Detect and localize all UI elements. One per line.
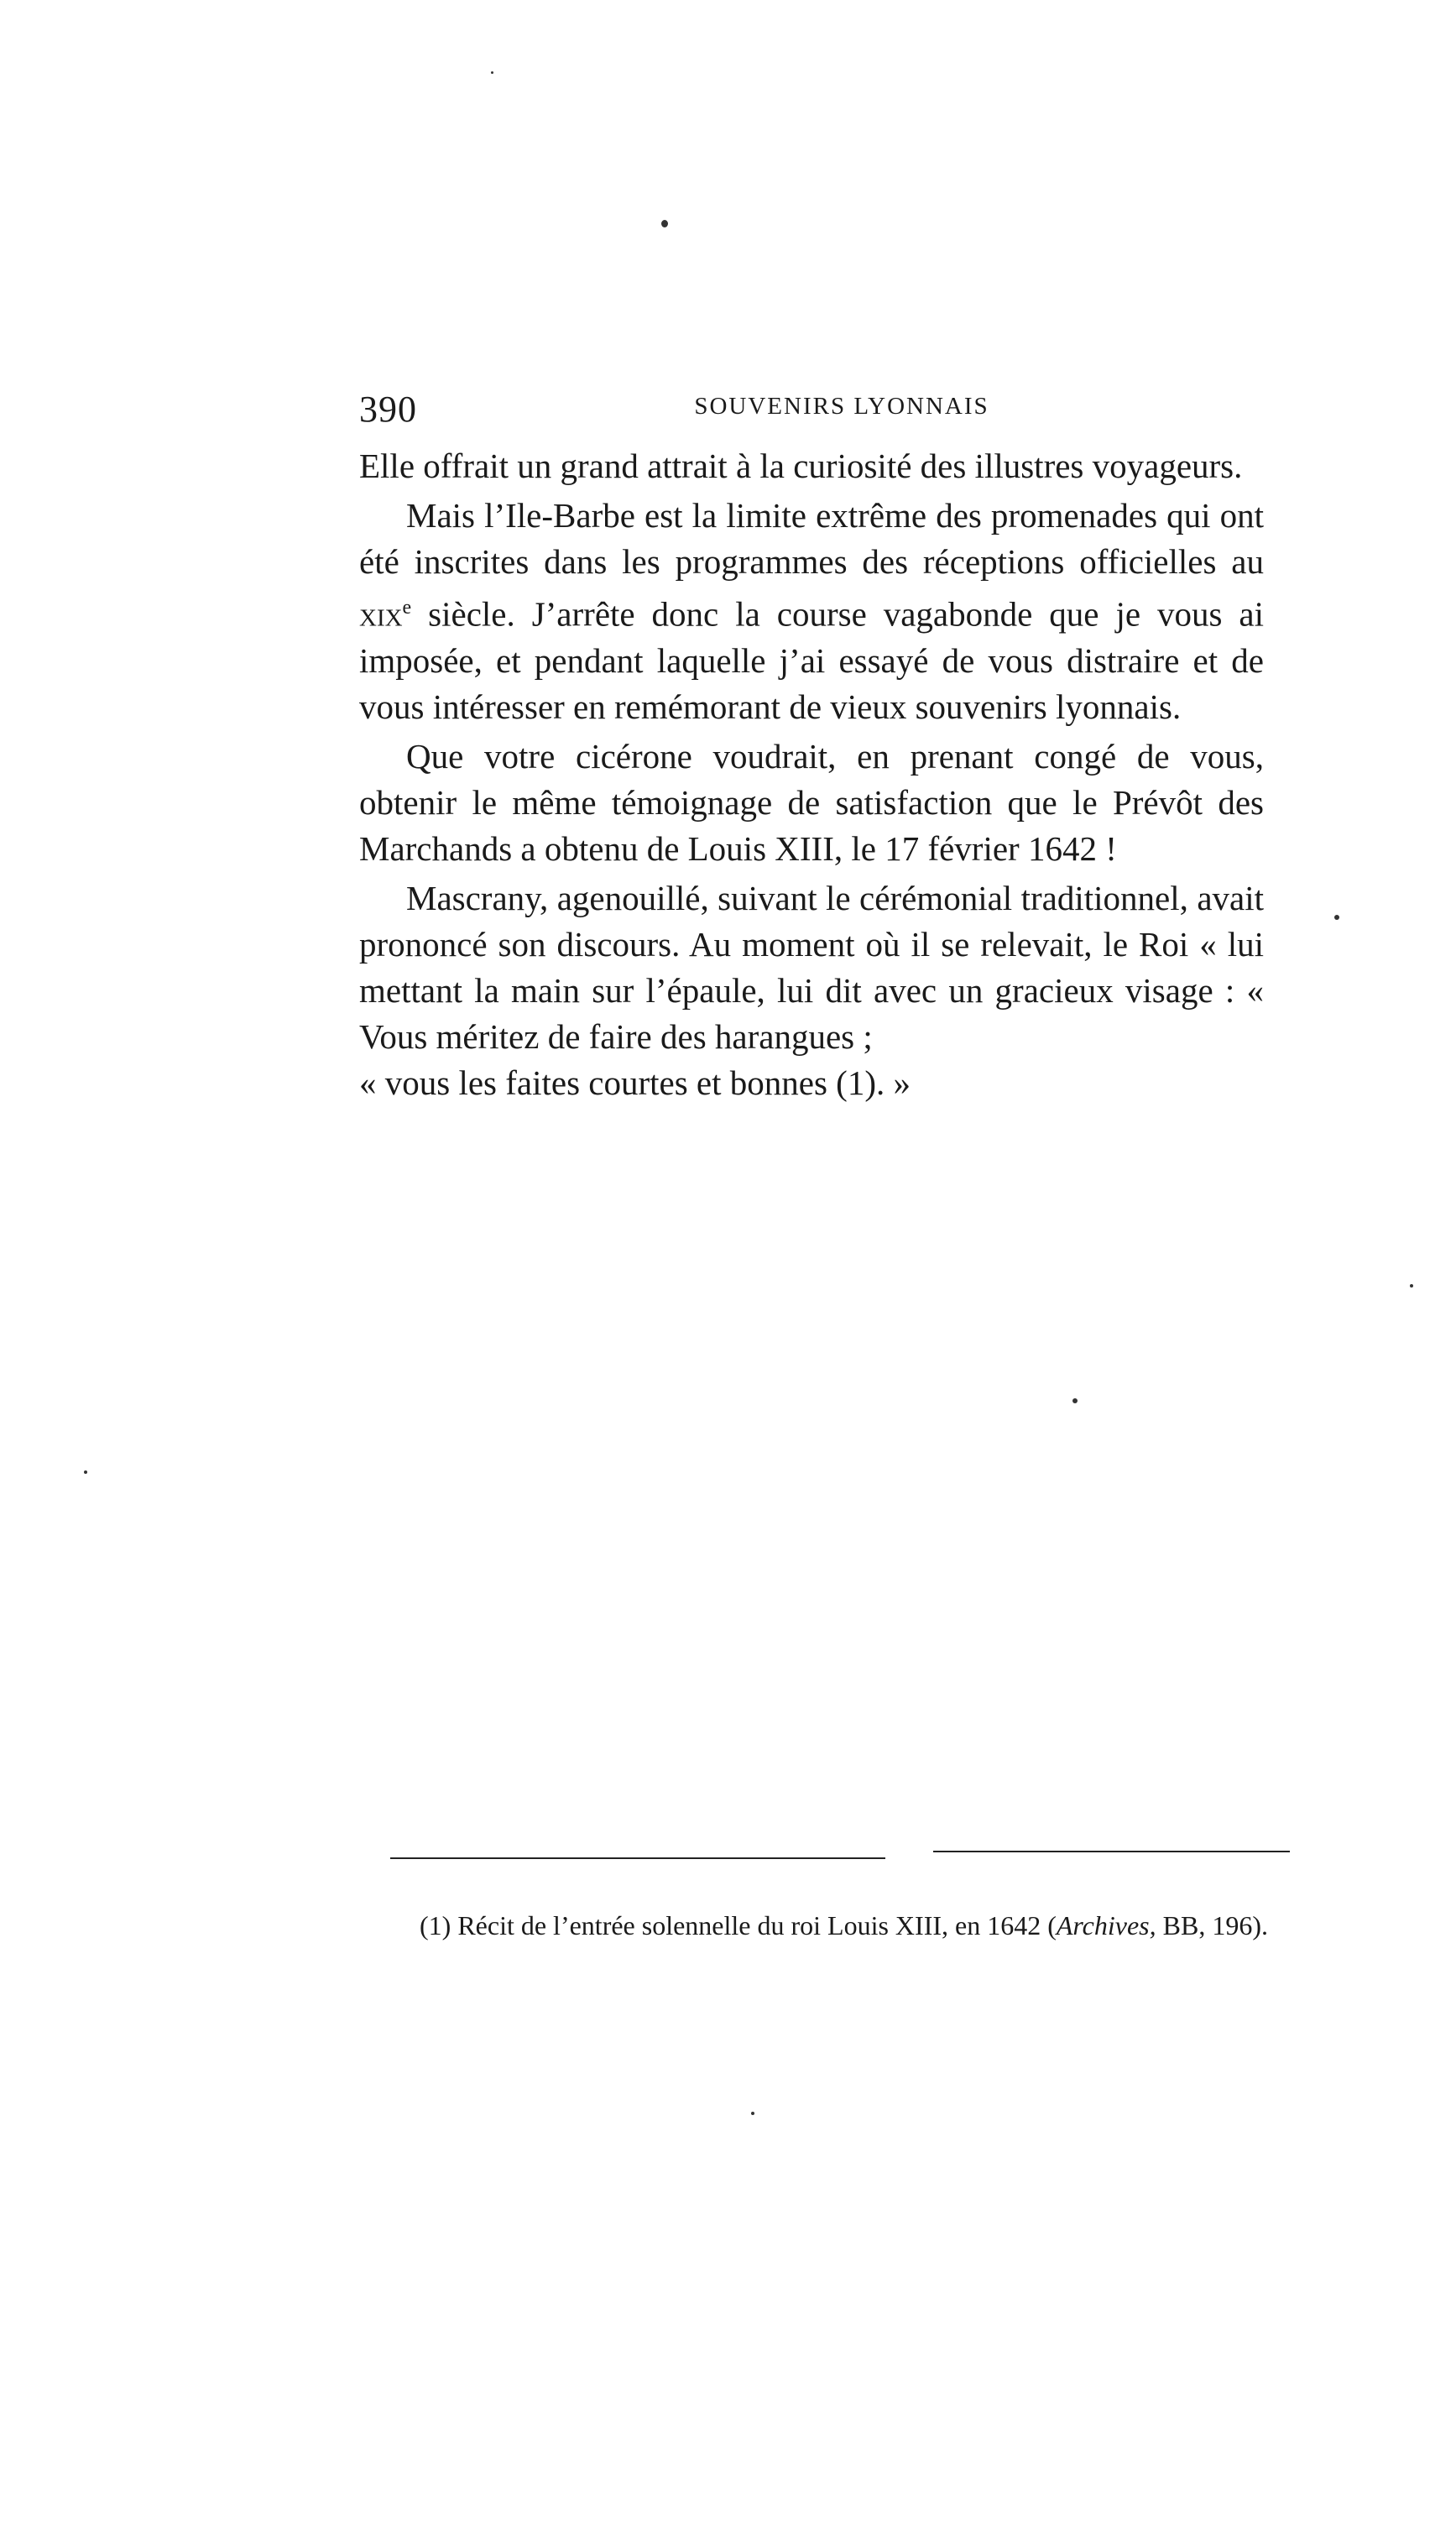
speck: [84, 1470, 87, 1474]
page-number: 390: [359, 389, 417, 430]
paragraph-1: Elle offrait un grand attrait à la curiosité des illustres voyageurs.: [359, 447, 1243, 485]
footnote-rule-left: [390, 1857, 885, 1859]
speck: [1072, 1398, 1078, 1403]
footnote-rule-right: [933, 1851, 1290, 1852]
speck: [1334, 915, 1339, 920]
page-header: [359, 388, 1324, 438]
century-suffix: e: [402, 597, 412, 619]
footnote-italic: Archives,: [1056, 1910, 1156, 1940]
speck: [1410, 1284, 1413, 1288]
paragraph-4-part-2: « vous les faites courtes et bonnes (1). »: [359, 1063, 911, 1102]
century-numeral: xix: [359, 594, 403, 634]
footnote-text: [369, 1901, 1292, 1950]
speck: [751, 2112, 754, 2115]
footnote-part-1: (1) Récit de l’entrée solennelle du roi Louis XIII, en 1642 (: [420, 1910, 1057, 1940]
body-text: [359, 443, 1264, 1106]
footnote-part-2: BB, 196).: [1156, 1910, 1268, 1940]
paragraph-2-part-2: siècle. J’arrête donc la course vagabonde que je vous ai imposée, et pendant laquelle j’ai essayé de vous distraire et de vous intéresser en remémorant de vieux souvenirs lyonnais.: [359, 594, 1264, 726]
paragraph-2-part-1: Mais l’Ile-Barbe est la limite extrême des promenades qui ont été inscrites dans les programmes des réceptions officielles au: [359, 496, 1264, 581]
paragraph-3: Que votre cicérone voudrait, en prenant congé de vous, obtenir le même témoignage de satisfaction que le Prévôt des Marchands a obtenu de Louis XIII, le 17 février 1642 !: [359, 736, 1264, 868]
paragraph-4: [359, 875, 1264, 1106]
running-title: SOUVENIRS LYONNAIS: [694, 393, 989, 420]
footnote: [369, 1901, 1292, 1950]
speck: [491, 71, 493, 74]
paragraph-2: [359, 493, 1264, 730]
speck: [661, 220, 668, 227]
paragraph-4-part-1: Mascrany, agenouillé, suivant le cérémonial traditionnel, avait prononcé son discours. Au moment où il se relevait, le Roi « lui mettant la main sur l’épaule, lui dit avec un gracieux visage : « Vous méritez de faire des harangues ;: [359, 878, 1264, 1056]
